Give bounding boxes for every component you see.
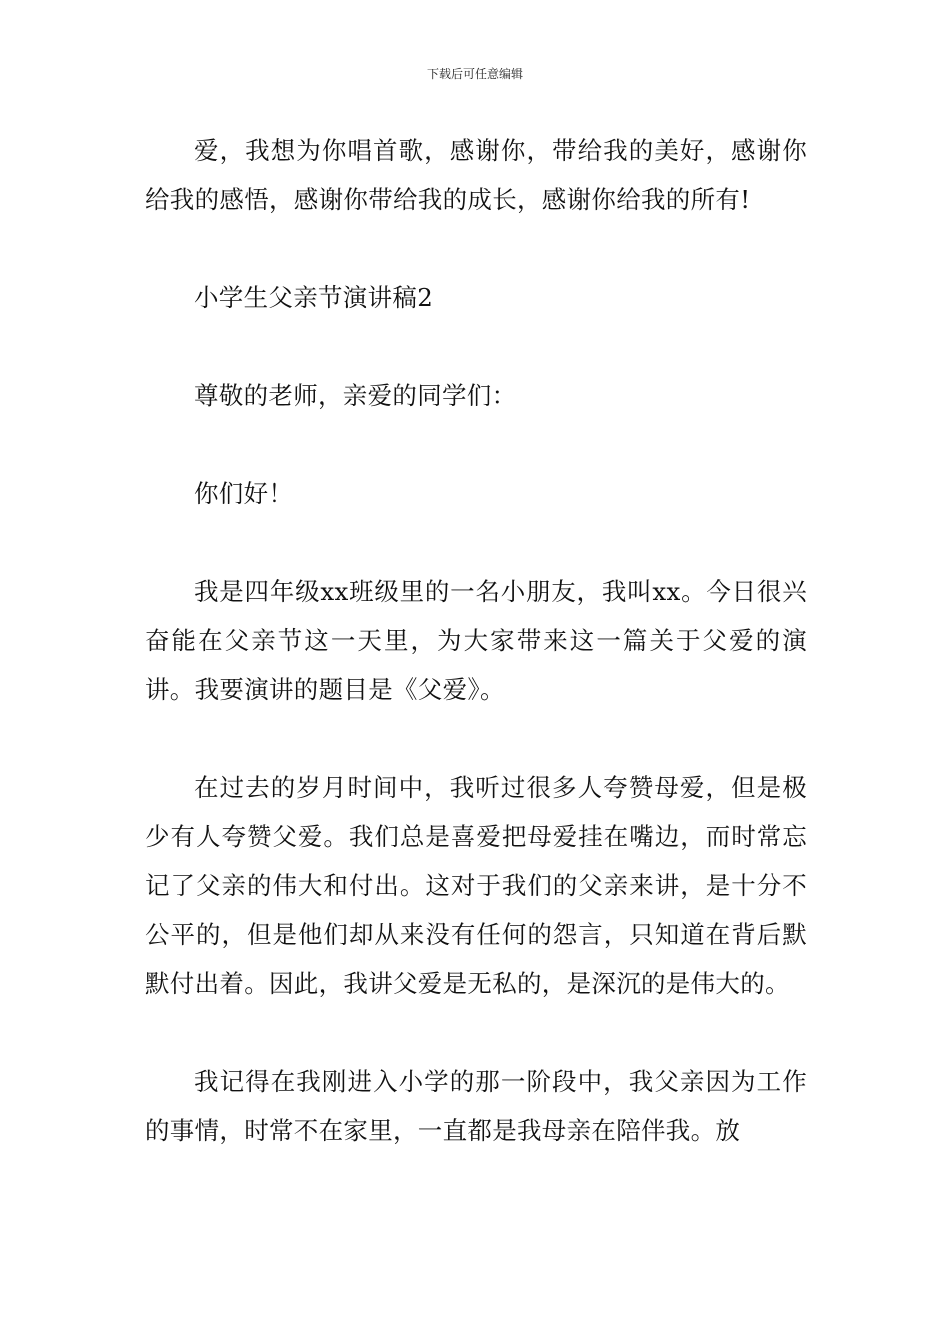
paragraph-memory: 我记得在我刚进入小学的那一阶段中，我父亲因为工作的事情，时常不在家里，一直都是我母亲在陪伴我。放 (145, 1067, 807, 1145)
salutation: 尊敬的老师，亲爱的同学们： (194, 381, 517, 410)
greeting: 你们好！ (194, 479, 294, 508)
paragraph-introduction: 我是四年级xx班级里的一名小朋友，我叫xx。今日很兴奋能在父亲节这一天里，为大家带来这一篇关于父爱的演讲。我要演讲的题目是《父爱》。 (145, 577, 807, 704)
paragraph-fatherly-love: 在过去的岁月时间中，我听过很多人夸赞母爱，但是极少有人夸赞父爱。我们总是喜爱把母爱挂在嘴边，而时常忘记了父亲的伟大和付出。这对于我们的父亲来讲，是十分不公平的，但是他们却从来没有任何的怨言，只知道在背后默默付出着。因此，我讲父爱是无私的，是深沉的是伟大的。 (145, 773, 807, 998)
speech-title: 小学生父亲节演讲稿2 (194, 283, 434, 312)
document-body (145, 126, 807, 1155)
paragraph-closing-verse: 爱，我想为你唱首歌，感谢你，带给我的美好，感谢你给我的感悟，感谢你带给我的成长，感谢你给我的所有! (145, 136, 807, 214)
page-header: 下载后可任意编辑 (426, 67, 523, 81)
